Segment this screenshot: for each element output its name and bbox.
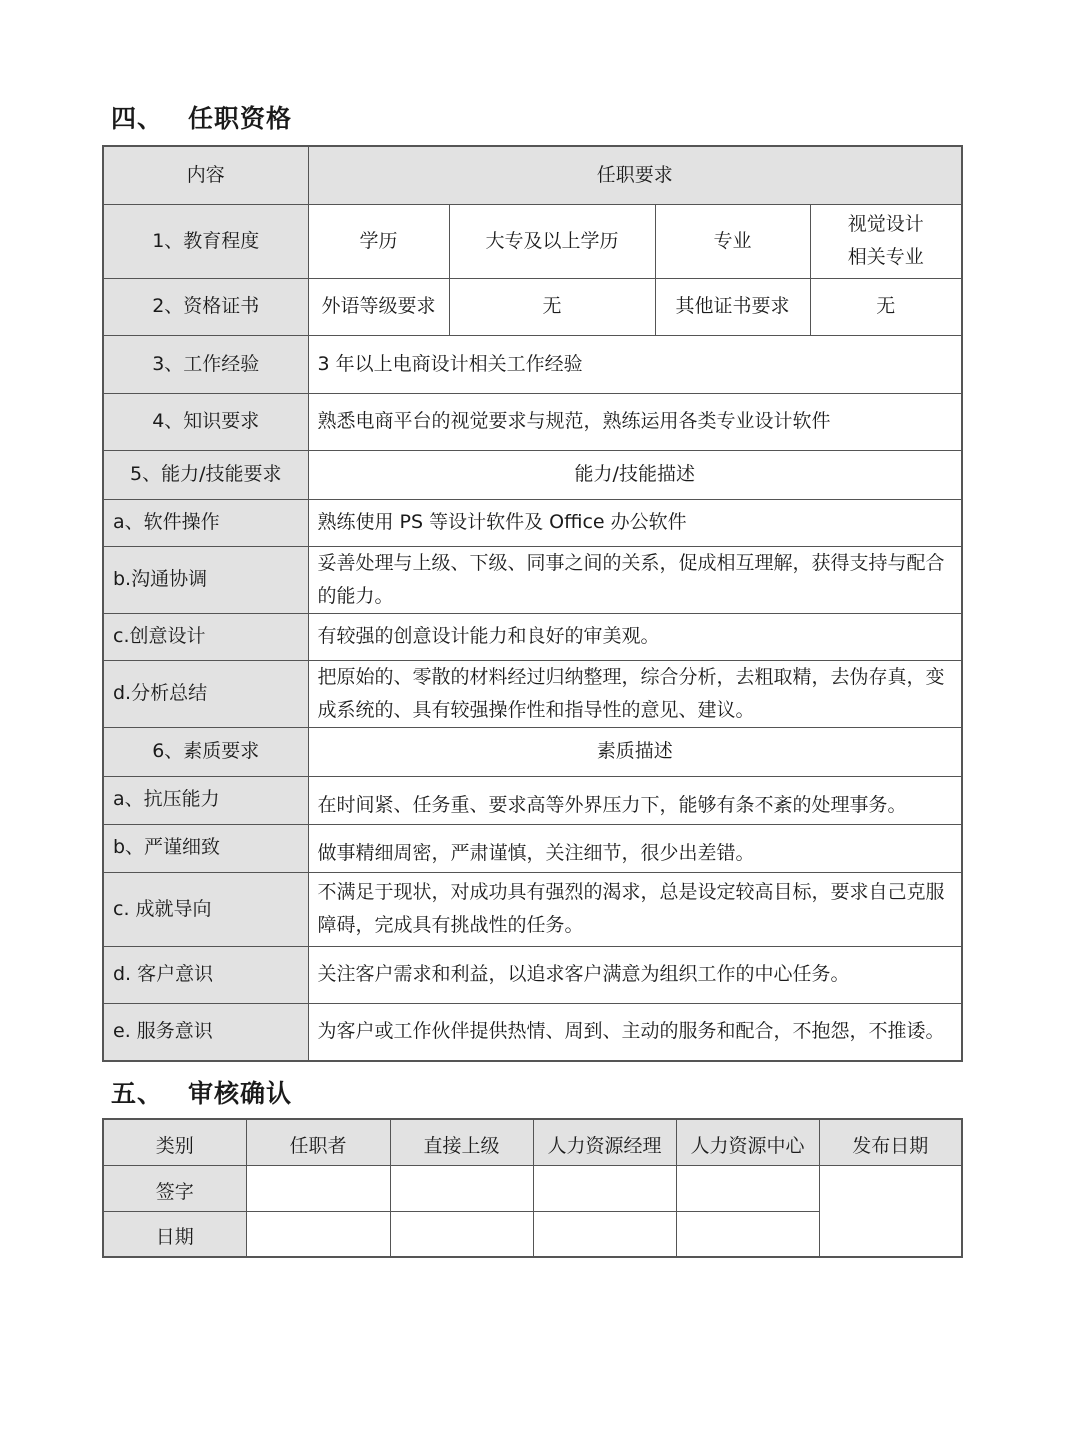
- review-header-hr-center: 人力资源中心: [676, 1119, 819, 1165]
- sign-hr-center-field[interactable]: [676, 1165, 819, 1211]
- certificate-row: [103, 278, 962, 335]
- education-degree-value: 大专及以上学历: [449, 204, 655, 278]
- sign-supervisor-field[interactable]: [390, 1165, 533, 1211]
- ability-label: 5、能力/技能要求: [103, 450, 308, 499]
- quality-item-label: c. 成就导向: [103, 872, 308, 946]
- education-major-value: [810, 204, 962, 278]
- knowledge-row: [103, 393, 962, 450]
- quality-item-label: e. 服务意识: [103, 1003, 308, 1061]
- experience-row: [103, 335, 962, 393]
- quality-row: [103, 776, 962, 824]
- section-5-title: 审核确认: [188, 1079, 293, 1108]
- section-5-number: 五、: [111, 1079, 164, 1108]
- quality-item-label: b、严谨细致: [103, 824, 308, 872]
- ability-item-desc: 把原始的、零散的材料经过归纳整理，综合分析，去粗取精，去伪存真，变成系统的、具有较强操作性和指导性的意见、建议。: [308, 660, 962, 727]
- qualification-table: [102, 145, 963, 1062]
- certificate-other-key: 其他证书要求: [655, 278, 810, 335]
- certificate-language-value: 无: [449, 278, 655, 335]
- table-header-row: [103, 146, 962, 204]
- ability-item-desc: 熟练使用 PS 等设计软件及 Office 办公软件: [308, 499, 962, 546]
- ability-row: [103, 613, 962, 660]
- sign-holder-field[interactable]: [246, 1165, 390, 1211]
- quality-label: 6、素质要求: [103, 727, 308, 776]
- ability-item-label: b.沟通协调: [103, 546, 308, 613]
- date-holder-field[interactable]: [246, 1211, 390, 1257]
- quality-header-row: [103, 727, 962, 776]
- date-hr-center-field[interactable]: [676, 1211, 819, 1257]
- review-date-label: 日期: [103, 1211, 246, 1257]
- review-sign-row: [103, 1165, 962, 1211]
- experience-value: 3 年以上电商设计相关工作经验: [308, 335, 962, 393]
- section-4-title: 任职资格: [188, 104, 293, 133]
- experience-label: 3、工作经验: [103, 335, 308, 393]
- education-major-line-2: 相关专业: [847, 246, 924, 268]
- quality-item-desc: 在时间紧、任务重、要求高等外界压力下，能够有条不紊的处理事务。: [308, 776, 962, 824]
- review-header-category: 类别: [103, 1119, 246, 1165]
- ability-row: [103, 499, 962, 546]
- education-degree-key: 学历: [308, 204, 449, 278]
- education-row: [103, 204, 962, 278]
- certificate-label: 2、资格证书: [103, 278, 308, 335]
- education-label: 1、教育程度: [103, 204, 308, 278]
- ability-row: [103, 660, 962, 727]
- knowledge-value: 熟悉电商平台的视觉要求与规范，熟练运用各类专业设计软件: [308, 393, 962, 450]
- ability-desc-header: 能力/技能描述: [308, 450, 962, 499]
- review-header-hr-manager: 人力资源经理: [533, 1119, 676, 1165]
- section-4-heading: [111, 99, 292, 135]
- quality-row: [103, 946, 962, 1003]
- quality-row: [103, 1003, 962, 1061]
- review-header-row: [103, 1119, 962, 1165]
- section-5-heading: [111, 1074, 292, 1110]
- quality-item-desc: 做事精细周密，严肃谨慎，关注细节，很少出差错。: [308, 824, 962, 872]
- publish-date-field[interactable]: [819, 1165, 962, 1257]
- quality-item-label: d. 客户意识: [103, 946, 308, 1003]
- date-supervisor-field[interactable]: [390, 1211, 533, 1257]
- ability-item-label: d.分析总结: [103, 660, 308, 727]
- certificate-language-key: 外语等级要求: [308, 278, 449, 335]
- certificate-other-value: 无: [810, 278, 962, 335]
- sign-hr-manager-field[interactable]: [533, 1165, 676, 1211]
- section-4-number: 四、: [111, 104, 164, 133]
- review-header-publish-date: 发布日期: [819, 1119, 962, 1165]
- quality-item-desc: 关注客户需求和利益，以追求客户满意为组织工作的中心任务。: [308, 946, 962, 1003]
- review-sign-label: 签字: [103, 1165, 246, 1211]
- ability-item-label: c.创意设计: [103, 613, 308, 660]
- quality-desc-header: 素质描述: [308, 727, 962, 776]
- review-table: [102, 1118, 963, 1258]
- knowledge-label: 4、知识要求: [103, 393, 308, 450]
- education-major-key: 专业: [655, 204, 810, 278]
- header-requirement: 任职要求: [308, 146, 962, 204]
- quality-item-label: a、抗压能力: [103, 776, 308, 824]
- ability-item-desc: 妥善处理与上级、下级、同事之间的关系，促成相互理解，获得支持与配合的能力。: [308, 546, 962, 613]
- review-header-holder: 任职者: [246, 1119, 390, 1165]
- quality-row: [103, 824, 962, 872]
- date-hr-manager-field[interactable]: [533, 1211, 676, 1257]
- ability-header-row: [103, 450, 962, 499]
- quality-item-desc: 不满足于现状，对成功具有强烈的渴求，总是设定较高目标，要求自己克服障碍，完成具有挑战性的任务。: [308, 872, 962, 946]
- ability-item-desc: 有较强的创意设计能力和良好的审美观。: [308, 613, 962, 660]
- quality-row: [103, 872, 962, 946]
- education-major-line-1: 视觉设计: [847, 213, 924, 235]
- ability-item-label: a、软件操作: [103, 499, 308, 546]
- quality-item-desc: 为客户或工作伙伴提供热情、周到、主动的服务和配合，不抱怨，不推诿。: [308, 1003, 962, 1061]
- ability-row: [103, 546, 962, 613]
- header-content: 内容: [103, 146, 308, 204]
- review-header-supervisor: 直接上级: [390, 1119, 533, 1165]
